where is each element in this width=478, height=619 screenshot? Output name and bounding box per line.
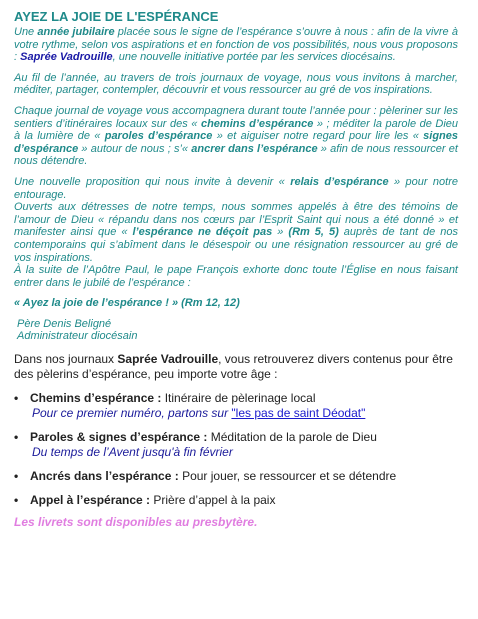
list-item-text: Prière d’appel à la paix (150, 493, 276, 508)
list-item-text: Méditation de la parole de Dieu (207, 430, 377, 445)
p1-saprée-vadrouille: Saprée Vadrouille (20, 51, 113, 64)
p3-bold-paroles: paroles d’espérance (104, 130, 213, 143)
p5-text-e: auprès de tant de nos contemporains qui s’abîment dans le désespoir ou une résignation ressourcer au gré de vos inspirations. (14, 226, 459, 264)
contents-list (14, 391, 458, 508)
article-title: AYEZ LA JOIE DE L'ESPÉRANCE (14, 9, 219, 24)
p5-bold-reference: (Rm 5, 5) (288, 226, 339, 239)
p1-text-e: , une nouvelle initiative portée par les services diocésains. (112, 51, 396, 64)
list-item-text: Pour jouer, se ressourcer et se détendre (178, 469, 397, 484)
paragraph-journal-content (14, 105, 458, 168)
list-item-label: Chemins d’espérance : (30, 391, 162, 406)
p4-text-a: Une nouvelle proposition qui nous invite à devenir « (14, 175, 291, 188)
list-item-sub (30, 406, 458, 421)
p5-text-c: » (272, 226, 289, 239)
article (14, 9, 458, 530)
list-item-ancres (14, 469, 458, 484)
list-item-sub-text: Pour ce premier numéro, partons sur (32, 406, 232, 421)
list-item-paroles (14, 430, 458, 460)
list-item-label: Paroles & signes d’espérance : (30, 430, 208, 445)
p3-text-g: » autour de nous ; s’« (78, 142, 192, 155)
paragraph-pape: À la suite de l’Apôtre Paul, le pape François exhorte donc toute l’Église en nous faisant entrer dans le jubilé de l’espérance : (14, 264, 458, 289)
bullet-icon: • (14, 469, 19, 484)
list-item-chemins (14, 391, 458, 421)
intro-text-c: , vous retrouverez divers contenus pour être des pèlerins d’espérance, peu importe votre âge : (14, 352, 453, 382)
saint-deodat-link[interactable]: "les pas de saint Déodat" (231, 406, 366, 421)
p3-bold-chemins: chemins d’espérance (200, 117, 314, 130)
list-item-label: Ancrés dans l’espérance : (30, 469, 179, 484)
list-item-text: Itinéraire de pèlerinage local (161, 391, 316, 406)
p4-text-c: » pour notre entourage. (14, 175, 459, 201)
intro-bold-title: Saprée Vadrouille (117, 352, 219, 367)
list-item-line (30, 430, 458, 445)
paragraph-intro (14, 26, 458, 64)
p5-bold-esperance: l’espérance ne déçoit pas (132, 226, 273, 239)
list-item-line (30, 391, 458, 406)
signature-name: Père Denis Beligné (17, 317, 112, 330)
bullet-icon: • (14, 493, 19, 508)
paragraph-journals: Au fil de l’année, au travers de trois journaux de voyage, nous vous invitons à marcher, méditer, partager, contempler, découvrir et vous ressourcer au gré de vos inspirations. (14, 71, 458, 97)
intro-text-a: Dans nos journaux (14, 352, 118, 367)
p3-text-a: Chaque journal de voyage vous accompagnera durant toute l’année pour : pèleriner sur les sentiers d’itinéraires locaux sur des « (14, 104, 458, 130)
availability-note: Les livrets sont disponibles au presbytère. (14, 515, 258, 530)
p3-text-c: » ; méditer la parole de Dieu à la lumière de « (14, 117, 459, 143)
paragraph-relais (14, 176, 458, 201)
signature-role: Administrateur diocésain (17, 330, 138, 343)
p1-text-a: Une (14, 26, 38, 38)
p3-text-i: » afin de nous ressourcer et nous détendre. (14, 142, 458, 168)
p5-text-a: Ouverts aux détresses de notre temps, nous sommes appelés à être des témoins de l’amour de Dieu « répandu dans nos cœurs par l’Esprit Saint qui nous a été donné » et manifester ainsi que « (14, 201, 458, 239)
bullet-icon: • (14, 391, 19, 406)
p3-bold-signes: signes d’espérance (14, 130, 458, 155)
p4-bold-relais: relais d’espérance (290, 175, 389, 188)
list-item-line (30, 469, 458, 484)
journals-intro (14, 352, 458, 382)
signature (14, 318, 458, 343)
list-item-label: Appel à l’espérance : (30, 493, 151, 508)
p3-text-e: » et aiguiser notre regard pour lire les « (212, 130, 424, 143)
p1-bold-jubilee: année jubilaire (37, 26, 115, 38)
p3-bold-ancrer: ancrer dans l’espérance (191, 142, 318, 155)
list-item-appel (14, 493, 458, 508)
p1-text-c: placée sous le signe de l’espérance s’ouvre à nous : afin de la vivre à votre rythme, selon vos aspirations et en fonction de vos possibilités, nous vous proposons : (14, 26, 458, 64)
list-item-sub: Du temps de l’Avent jusqu'à fin février (32, 445, 233, 460)
list-item-line (30, 493, 458, 508)
scripture-quote: « Ayez la joie de l’espérance ! » (Rm 12, 12) (14, 297, 240, 310)
paragraph-temoins (14, 201, 458, 264)
bullet-icon: • (14, 430, 19, 445)
